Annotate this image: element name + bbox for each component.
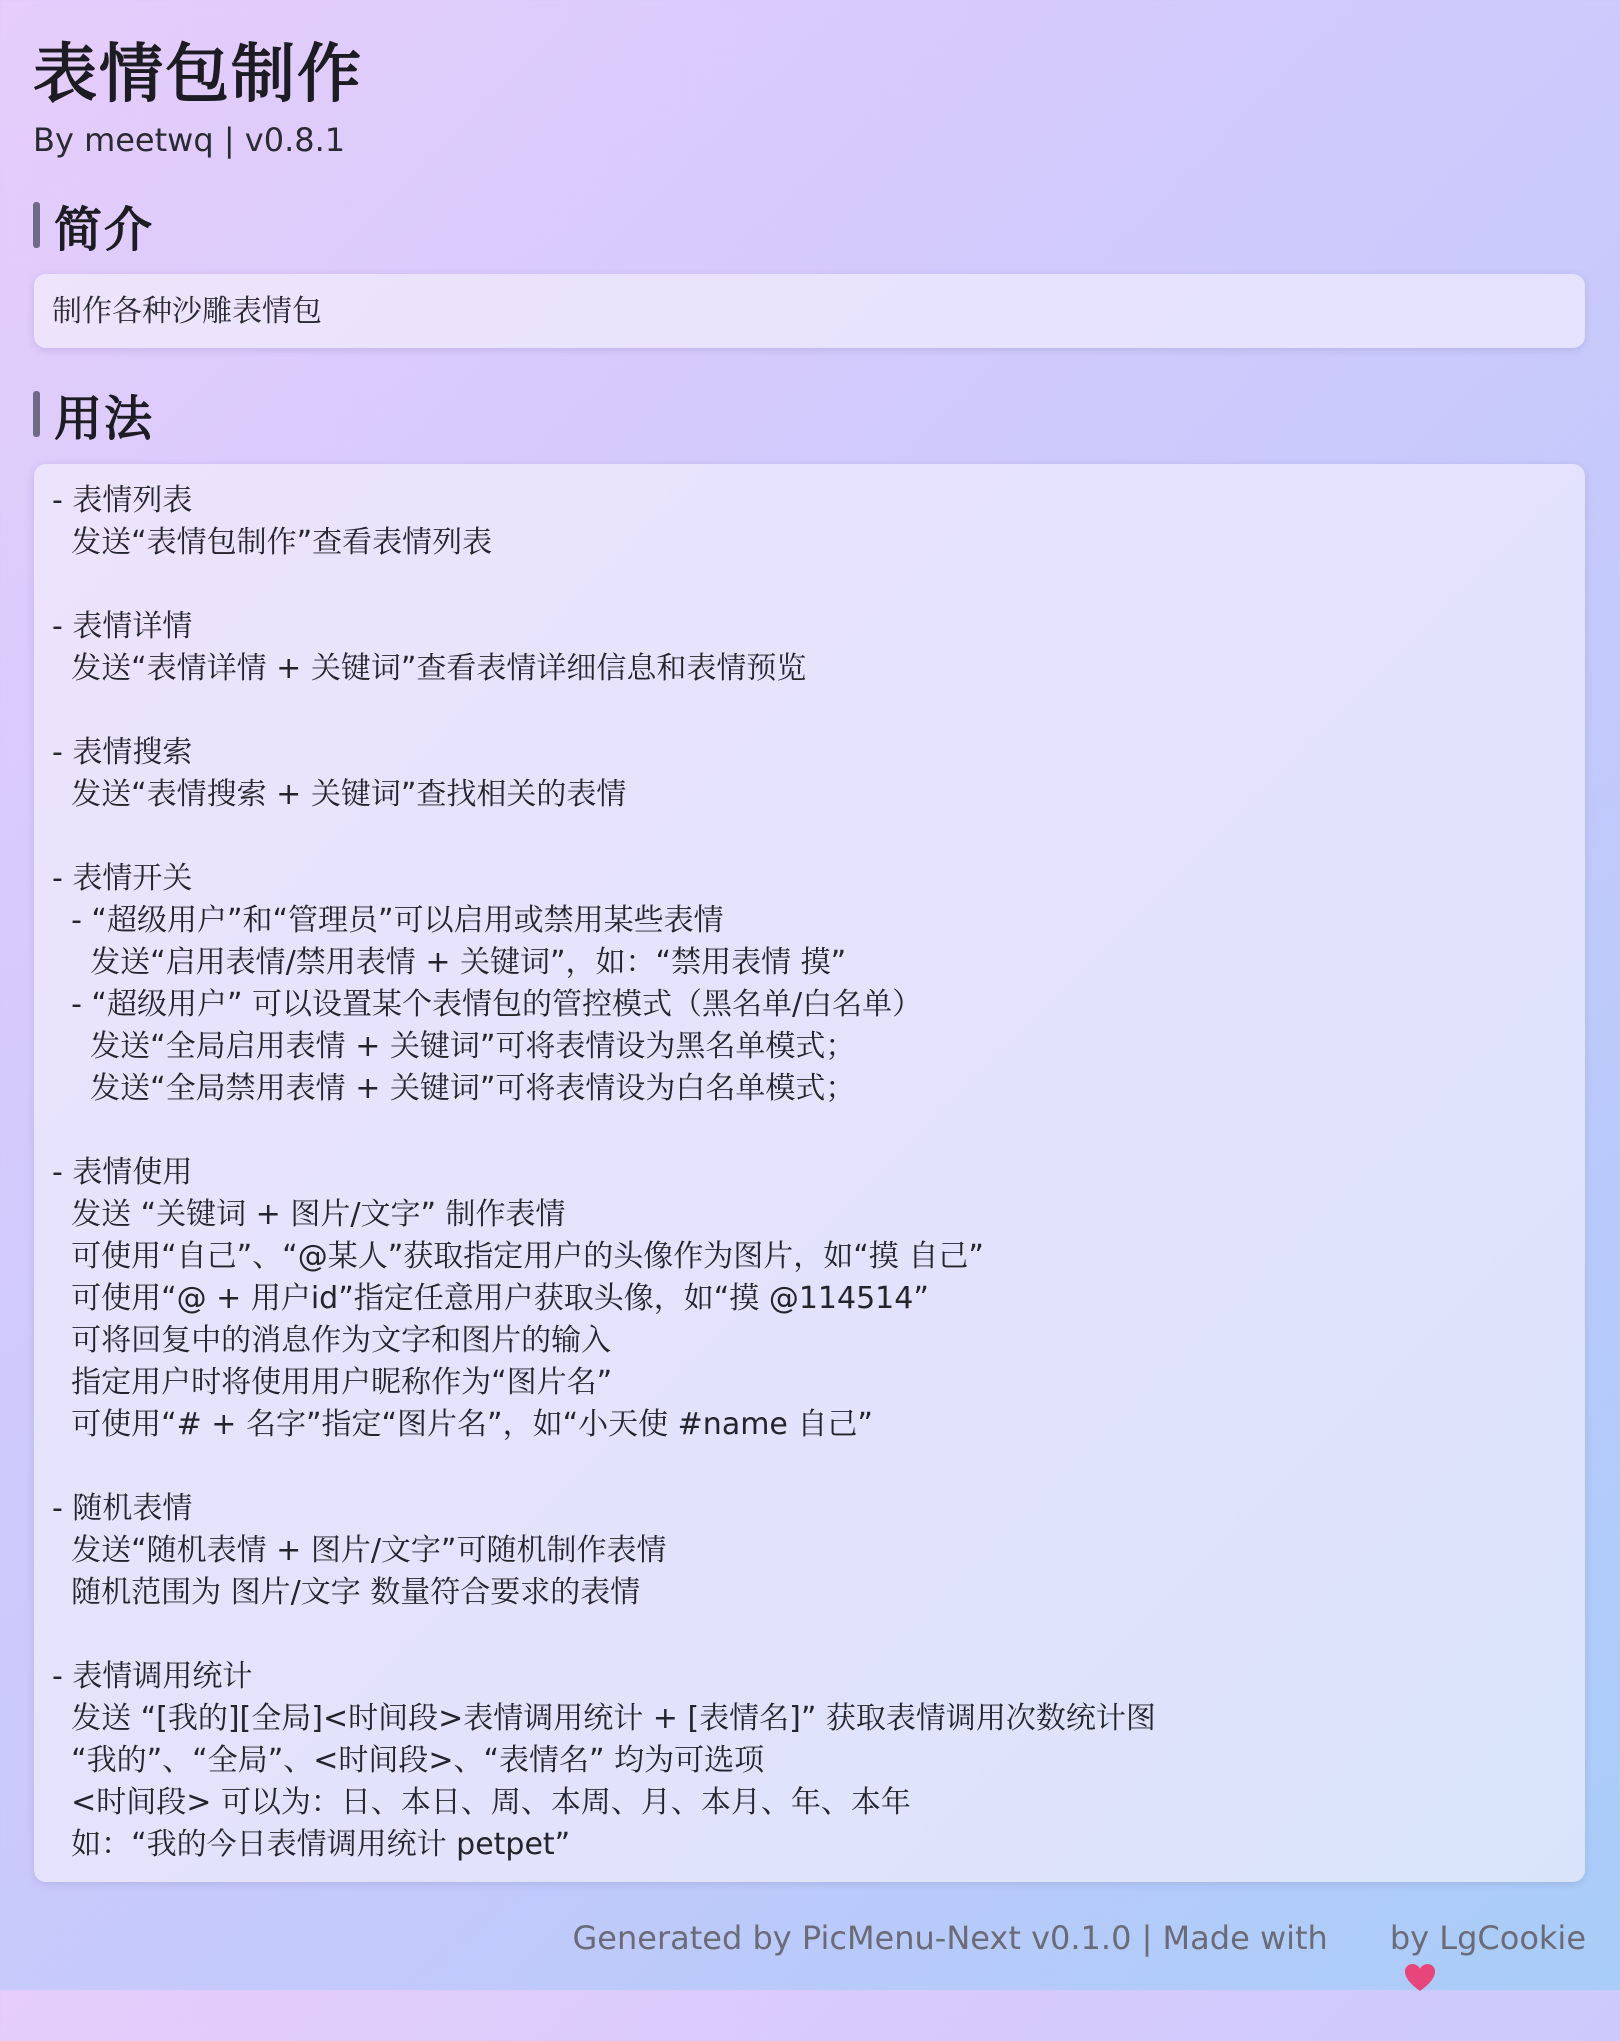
usage-line bbox=[52, 690, 1567, 732]
usage-line: 可使用“自己”、“@某人”获取指定用户的头像作为图片，如“摸 自己” bbox=[52, 1239, 984, 1274]
usage-line bbox=[52, 1446, 1567, 1488]
footer bbox=[573, 1916, 1587, 1960]
usage-line: 发送“表情详情 + 关键词”查看表情详细信息和表情预览 bbox=[52, 651, 807, 686]
usage-line: - 表情详情 bbox=[52, 609, 193, 644]
usage-line: 发送“全局禁用表情 + 关键词”可将表情设为白名单模式； bbox=[52, 1071, 856, 1106]
usage-line: - 表情调用统计 bbox=[52, 1659, 253, 1694]
page-title: 表情包制作 bbox=[33, 38, 363, 112]
intro-card bbox=[34, 274, 1585, 348]
usage-line: 发送“随机表情 + 图片/文字”可随机制作表情 bbox=[52, 1533, 667, 1568]
usage-line: 发送 “[我的][全局]<时间段>表情调用统计 + [表情名]” 获取表情调用次数统计图 bbox=[52, 1701, 1156, 1736]
usage-line: 可使用“@ + 用户id”指定任意用户获取头像，如“摸 @114514” bbox=[52, 1281, 929, 1316]
usage-line: - 随机表情 bbox=[52, 1491, 193, 1526]
footer-author-text: by LgCookie bbox=[1389, 1919, 1586, 1957]
usage-line: 随机范围为 图片/文字 数量符合要求的表情 bbox=[52, 1575, 641, 1610]
intro-section-header bbox=[33, 195, 155, 258]
usage-line: 如：“我的今日表情调用统计 petpet” bbox=[52, 1827, 571, 1862]
usage-section-header bbox=[33, 384, 155, 447]
page-subtitle: By meetwq | v0.8.1 bbox=[33, 121, 346, 159]
section-accent-bar bbox=[33, 391, 40, 437]
usage-line: - 表情列表 bbox=[52, 483, 193, 518]
intro-heading: 简介 bbox=[54, 201, 155, 258]
usage-line: <时间段> 可以为：日、本日、周、本周、月、本月、年、本年 bbox=[52, 1785, 911, 1820]
usage-line: - 表情使用 bbox=[52, 1155, 193, 1190]
usage-line bbox=[52, 1614, 1567, 1656]
usage-line: - 表情搜索 bbox=[52, 735, 193, 770]
usage-line: 可使用“# + 名字”指定“图片名”，如“小天使 #name 自己” bbox=[52, 1407, 873, 1442]
usage-line: 发送“表情搜索 + 关键词”查找相关的表情 bbox=[52, 777, 627, 812]
usage-line: 发送“全局启用表情 + 关键词”可将表情设为黑名单模式； bbox=[52, 1029, 856, 1064]
usage-line: 发送 “关键词 + 图片/文字” 制作表情 bbox=[52, 1197, 566, 1232]
usage-line: - “超级用户”和“管理员”可以启用或禁用某些表情 bbox=[52, 903, 724, 938]
usage-line: 发送“表情包制作”查看表情列表 bbox=[52, 525, 493, 560]
usage-line: “我的”、“全局”、<时间段>、“表情名” 均为可选项 bbox=[52, 1743, 765, 1778]
usage-card bbox=[34, 464, 1585, 1882]
usage-line bbox=[52, 1110, 1567, 1152]
usage-line bbox=[52, 816, 1567, 858]
footer-credit-text: Generated by PicMenu-Next v0.1.0 | Made with bbox=[572, 1919, 1328, 1957]
usage-line: - “超级用户” 可以设置某个表情包的管控模式（黑名单/白名单） bbox=[52, 987, 923, 1022]
usage-text-block bbox=[52, 480, 1567, 1866]
usage-line bbox=[52, 564, 1567, 606]
usage-line: 发送“启用表情/禁用表情 + 关键词”，如：“禁用表情 摸” bbox=[52, 945, 847, 980]
usage-line: 可将回复中的消息作为文字和图片的输入 bbox=[52, 1323, 612, 1358]
intro-text: 制作各种沙雕表情包 bbox=[52, 294, 322, 329]
usage-line: - 表情开关 bbox=[52, 861, 193, 896]
usage-heading: 用法 bbox=[54, 390, 155, 447]
usage-line: 指定用户时将使用用户昵称作为“图片名” bbox=[52, 1365, 613, 1400]
heart-icon bbox=[1342, 1923, 1376, 1957]
section-accent-bar bbox=[33, 202, 40, 248]
